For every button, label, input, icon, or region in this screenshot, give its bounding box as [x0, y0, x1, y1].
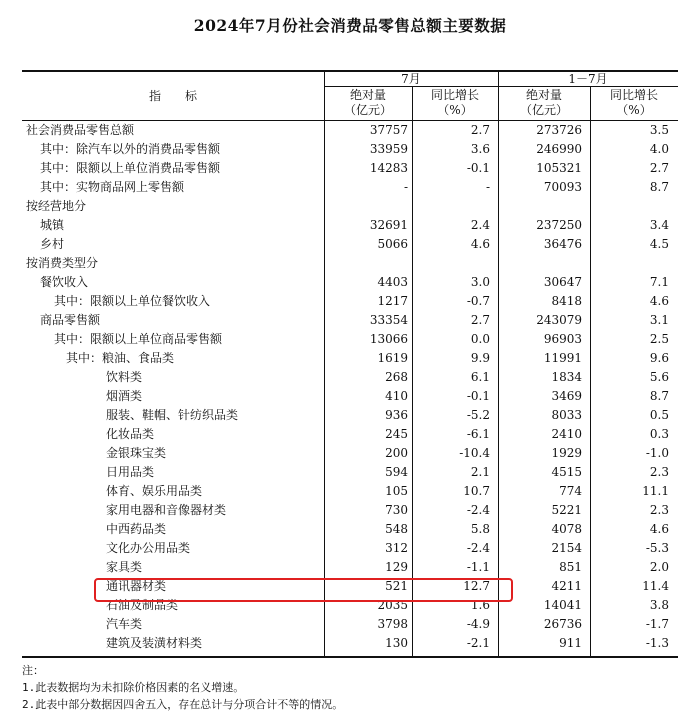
- row-label: 餐饮收入: [40, 275, 89, 289]
- cum-yoy-cell: -5.3: [645, 541, 669, 555]
- july-yoy-cell: 3.0: [470, 275, 490, 289]
- cum-abs-cell: 2410: [551, 427, 582, 441]
- july-yoy-cell: 5.8: [470, 522, 490, 536]
- cum-abs-cell: 26736: [543, 617, 582, 631]
- cum-abs-cell: 4211: [551, 579, 582, 593]
- cum-abs-cell: 911: [559, 636, 582, 650]
- july-yoy-cell: -2.4: [466, 541, 490, 555]
- table-row: [0, 482, 700, 501]
- cum-abs-cell: 4515: [551, 465, 582, 479]
- july-abs-cell: 13066: [369, 332, 408, 346]
- cum-yoy-cell: 3.4: [649, 218, 669, 232]
- header-yoy-unit: （%）: [616, 103, 652, 117]
- cum-yoy-cell: 0.5: [649, 408, 669, 422]
- row-label: 饮料类: [106, 370, 143, 384]
- cum-yoy-cell: 8.7: [649, 180, 669, 194]
- cum-yoy-cell: 2.3: [649, 465, 669, 479]
- row-label: 其中：实物商品网上零售额: [40, 180, 185, 194]
- cum-abs-cell: 105321: [536, 161, 582, 175]
- july-yoy-cell: 12.7: [463, 579, 490, 593]
- header-period-jan-jul: 1－7月: [568, 72, 608, 86]
- cum-yoy-cell: 4.5: [649, 237, 669, 251]
- row-label: 体育、娱乐用品类: [106, 484, 203, 498]
- cum-yoy-cell: 2.0: [649, 560, 669, 574]
- july-abs-cell: 268: [385, 370, 408, 384]
- july-yoy-cell: 0.0: [470, 332, 490, 346]
- table-row: [0, 273, 700, 292]
- july-abs-cell: 200: [385, 446, 408, 460]
- cum-abs-cell: 243079: [536, 313, 582, 327]
- july-abs-cell: 548: [385, 522, 408, 536]
- header-abs-unit: （亿元）: [343, 103, 392, 117]
- july-abs-cell: 410: [385, 389, 408, 403]
- row-label: 文化办公用品类: [106, 541, 191, 555]
- july-yoy-cell: -4.9: [466, 617, 490, 631]
- row-label: 按经营地分: [26, 199, 87, 213]
- july-abs-cell: 14283: [369, 161, 408, 175]
- july-yoy-cell: -6.1: [466, 427, 490, 441]
- table-notes: [22, 662, 343, 713]
- cum-yoy-cell: 3.1: [649, 313, 669, 327]
- july-abs-cell: 37757: [369, 123, 408, 137]
- table-row: [0, 216, 700, 235]
- july-yoy-cell: 4.6: [470, 237, 490, 251]
- header-yoy-july: [412, 88, 498, 118]
- cum-abs-cell: 70093: [543, 180, 582, 194]
- cum-yoy-cell: -1.0: [645, 446, 669, 460]
- july-yoy-cell: 3.6: [470, 142, 490, 156]
- cum-abs-cell: 11991: [543, 351, 582, 365]
- row-label: 汽车类: [106, 617, 143, 631]
- table-row: [0, 501, 700, 520]
- july-abs-cell: 245: [385, 427, 408, 441]
- july-abs-cell: 1217: [377, 294, 408, 308]
- row-label: 其中：除汽车以外的消费品零售额: [40, 142, 221, 156]
- july-abs-cell: -: [403, 180, 408, 194]
- cum-abs-cell: 8033: [551, 408, 582, 422]
- table-row: [0, 197, 700, 216]
- table-row: [0, 121, 700, 140]
- header-yoy-unit: （%）: [437, 103, 473, 117]
- row-label: 服装、鞋帽、针纺织品类: [106, 408, 239, 422]
- cum-abs-cell: 14041: [543, 598, 582, 612]
- cum-yoy-cell: 9.6: [649, 351, 669, 365]
- july-abs-cell: 936: [385, 408, 408, 422]
- row-label: 城镇: [40, 218, 65, 232]
- cum-abs-cell: 1834: [551, 370, 582, 384]
- table-row: [0, 558, 700, 577]
- row-label: 烟酒类: [106, 389, 143, 403]
- cum-yoy-cell: 2.3: [649, 503, 669, 517]
- row-label: 建筑及装潢材料类: [106, 636, 203, 650]
- july-abs-cell: 33354: [369, 313, 408, 327]
- july-abs-cell: 129: [385, 560, 408, 574]
- page-title: 2024年7月份社会消费品零售总额主要数据: [193, 16, 507, 35]
- cum-abs-cell: 30647: [543, 275, 582, 289]
- cum-abs-cell: 774: [559, 484, 582, 498]
- row-label: 其中：限额以上单位消费品零售额: [40, 161, 221, 175]
- header-yoy-label: 同比增长: [609, 88, 658, 102]
- table-row: [0, 330, 700, 349]
- notes-heading: 注：: [22, 664, 44, 677]
- cum-yoy-cell: 8.7: [649, 389, 669, 403]
- cum-yoy-cell: 7.1: [649, 275, 669, 289]
- july-yoy-cell: -: [485, 180, 490, 194]
- table-row: [0, 444, 700, 463]
- cum-abs-cell: 5221: [551, 503, 582, 517]
- table-row: [0, 615, 700, 634]
- row-label: 家用电器和音像器材类: [106, 503, 227, 517]
- july-abs-cell: 3798: [377, 617, 408, 631]
- july-abs-cell: 312: [385, 541, 408, 555]
- row-label: 商品零售额: [40, 313, 101, 327]
- july-abs-cell: 5066: [377, 237, 408, 251]
- header-abs-unit: （亿元）: [519, 103, 568, 117]
- july-yoy-cell: 1.6: [470, 598, 490, 612]
- header-abs-july: [324, 88, 412, 118]
- table-row: [0, 235, 700, 254]
- cum-yoy-cell: 11.1: [642, 484, 669, 498]
- header-period-july: 7月: [401, 72, 421, 86]
- july-abs-cell: 33959: [369, 142, 408, 156]
- july-yoy-cell: 6.1: [470, 370, 490, 384]
- july-yoy-cell: -2.1: [466, 636, 490, 650]
- july-yoy-cell: 9.9: [470, 351, 490, 365]
- cum-yoy-cell: 4.6: [649, 522, 669, 536]
- table-row: [0, 140, 700, 159]
- cum-abs-cell: 3469: [551, 389, 582, 403]
- july-abs-cell: 594: [385, 465, 408, 479]
- note-item: 2.此表中部分数据因四舍五入，存在总计与分项合计不等的情况。: [22, 698, 344, 711]
- row-label: 其中：限额以上单位商品零售额: [54, 332, 223, 346]
- row-label: 石油及制品类: [106, 598, 179, 612]
- cum-abs-cell: 1929: [551, 446, 582, 460]
- header-yoy-cum: [590, 88, 678, 118]
- row-label: 社会消费品零售总额: [26, 123, 135, 137]
- cum-yoy-cell: 4.6: [649, 294, 669, 308]
- cum-abs-cell: 273726: [536, 123, 582, 137]
- july-abs-cell: 105: [385, 484, 408, 498]
- july-abs-cell: 32691: [369, 218, 408, 232]
- cum-yoy-cell: 2.5: [649, 332, 669, 346]
- cum-yoy-cell: -1.7: [645, 617, 669, 631]
- cum-abs-cell: 246990: [536, 142, 582, 156]
- table-bottom-rule: [22, 656, 678, 658]
- cum-abs-cell: 36476: [543, 237, 582, 251]
- header-yoy-label: 同比增长: [430, 88, 479, 102]
- table-row: [0, 634, 700, 653]
- cum-abs-cell: 96903: [543, 332, 582, 346]
- cum-abs-cell: 851: [559, 560, 582, 574]
- july-yoy-cell: -1.1: [466, 560, 490, 574]
- header-abs-label: 绝对量: [525, 88, 562, 102]
- table-row: [0, 425, 700, 444]
- table-row: [0, 387, 700, 406]
- header-indicator: 指 标: [148, 89, 197, 103]
- cum-yoy-cell: 5.6: [649, 370, 669, 384]
- july-yoy-cell: -10.4: [459, 446, 490, 460]
- july-yoy-cell: 2.7: [470, 313, 490, 327]
- cum-abs-cell: 237250: [536, 218, 582, 232]
- cum-abs-cell: 8418: [551, 294, 582, 308]
- row-label: 家具类: [106, 560, 143, 574]
- cum-abs-cell: 2154: [551, 541, 582, 555]
- cum-abs-cell: 4078: [551, 522, 582, 536]
- header-abs-label: 绝对量: [349, 88, 386, 102]
- table-row: [0, 159, 700, 178]
- table-row: [0, 520, 700, 539]
- july-abs-cell: 1619: [377, 351, 408, 365]
- july-yoy-cell: -2.4: [466, 503, 490, 517]
- table-row: [0, 349, 700, 368]
- row-label: 乡村: [40, 237, 65, 251]
- row-label: 中西药品类: [106, 522, 167, 536]
- table-row: [0, 463, 700, 482]
- row-label: 按消费类型分: [26, 256, 99, 270]
- row-label: 化妆品类: [106, 427, 155, 441]
- period-underline: [324, 86, 678, 87]
- cum-yoy-cell: 11.4: [642, 579, 669, 593]
- row-label: 日用品类: [106, 465, 155, 479]
- table-row: [0, 311, 700, 330]
- table-row: [0, 254, 700, 273]
- july-yoy-cell: -0.1: [466, 161, 490, 175]
- july-abs-cell: 4403: [377, 275, 408, 289]
- table-row: [0, 178, 700, 197]
- july-yoy-cell: -5.2: [466, 408, 490, 422]
- row-label: 通讯器材类: [106, 579, 167, 593]
- cum-yoy-cell: 2.7: [649, 161, 669, 175]
- cum-yoy-cell: 3.5: [649, 123, 669, 137]
- july-yoy-cell: 2.4: [470, 218, 490, 232]
- note-item: 1.此表数据均为未扣除价格因素的名义增速。: [22, 681, 245, 694]
- row-label: 其中：粮油、食品类: [66, 351, 175, 365]
- cum-yoy-cell: 0.3: [649, 427, 669, 441]
- july-yoy-cell: -0.7: [466, 294, 490, 308]
- row-label: 金银珠宝类: [106, 446, 167, 460]
- cum-yoy-cell: 3.8: [649, 598, 669, 612]
- table-row: [0, 368, 700, 387]
- july-abs-cell: 2035: [377, 598, 408, 612]
- table-row: [0, 406, 700, 425]
- highlight-box: [94, 578, 513, 602]
- july-abs-cell: 521: [385, 579, 408, 593]
- july-yoy-cell: 2.7: [470, 123, 490, 137]
- header-abs-cum: [498, 88, 590, 118]
- cum-yoy-cell: 4.0: [649, 142, 669, 156]
- cum-yoy-cell: -1.3: [645, 636, 669, 650]
- july-yoy-cell: -0.1: [466, 389, 490, 403]
- table-row: [0, 539, 700, 558]
- table-row: [0, 292, 700, 311]
- row-label: 其中：限额以上单位餐饮收入: [54, 294, 211, 308]
- july-abs-cell: 730: [385, 503, 408, 517]
- july-yoy-cell: 10.7: [463, 484, 490, 498]
- july-abs-cell: 130: [385, 636, 408, 650]
- july-yoy-cell: 2.1: [470, 465, 490, 479]
